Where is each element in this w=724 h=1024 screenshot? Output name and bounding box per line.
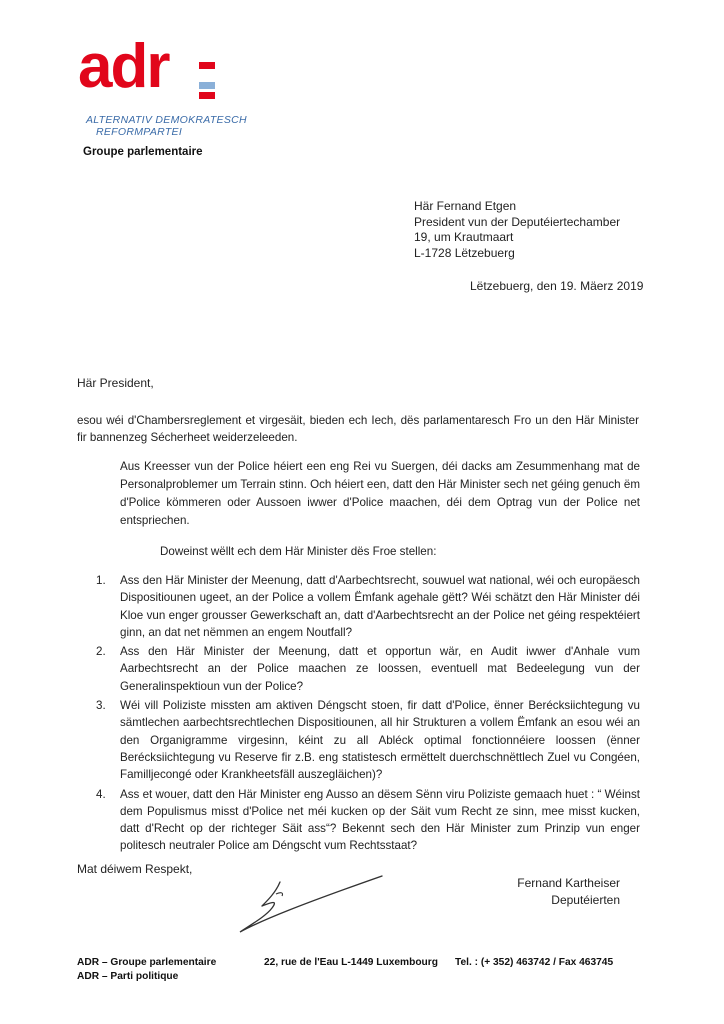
logo-wordmark: adr (78, 32, 169, 101)
signer-block (500, 875, 620, 909)
logo-dash-red (199, 62, 215, 69)
footer-org-2: ADR – Parti politique (77, 971, 179, 982)
question-text: Ass den Här Minister der Meenung, datt et opportun wär, en Audit iwwer d'Anhale vum Aarbechtsrecht an der Police maachen ze loossen, eventuell mat Bedeelegung vun der Generalinspektioun vun der Police? (120, 645, 640, 693)
question-item (96, 572, 640, 641)
salutation: Här President, (77, 376, 154, 390)
letter-date: Lëtzebuerg, den 19. Mäerz 2019 (470, 279, 644, 293)
signer-title: Deputéierten (551, 893, 620, 907)
logo-bar-blue (199, 82, 215, 89)
address-line-3: 19, um Krautmaart (414, 230, 514, 244)
question-number: 4. (96, 787, 106, 801)
handwritten-signature (232, 870, 392, 940)
question-text: Ass et wouer, datt den Här Minister eng Ausso an dësem Sënn viru Polizistе gemaach huet : “ Wéinst dem Populismus misst d'Police net méi kucken op der Säit vum Recht ze sinn, mee misst kucken, datt d'Recht op der richteger Säit ass“? Bekennt sech den Här Minister zum Prinzip vun enger politesch neutraler Police am Déngscht vum Rechtsstaat? (120, 787, 640, 853)
footer-contact: Tel. : (+ 352) 463742 / Fax 463745 (455, 957, 614, 968)
group-title: Groupe parlementaire (83, 146, 203, 158)
recipient-address (414, 199, 620, 261)
question-item (96, 697, 640, 783)
footer-org-1: ADR – Groupe parlementaire (77, 957, 217, 968)
signer-name: Fernand Kartheiser (517, 876, 620, 890)
logo-dash-red-lower (199, 92, 215, 99)
question-text: Wéi vill Polizistе missten am aktiven Déngscht stoen, fir datt d'Police, ënner Berécksiichtegung vu sämtlechen aarbechtsrechtlechen Dispositiounen, all hir Strukturen a vollem Ëmfank an esou wéi an den Organigramme virgesinn, kéint zu all Abléck optimal fonctionnéiere loossen (ënner Berécksiichtegung vu Reserve fir z.B. eng statistesch ermëttelt duerchschnëttlech Zuel vu Congéen, Familljecongé oder Krankheetsfäll auszegläichen)? (120, 699, 640, 782)
question-item (96, 786, 640, 855)
address-line-4: L-1728 Lëtzebuerg (414, 245, 515, 260)
logo-subtitle-line2: REFORMPARTEI (96, 126, 183, 138)
closing: Mat déiwem Respekt, (77, 862, 193, 876)
question-text: Ass den Här Minister der Meenung, datt d'Aarbechtsrecht, souwuel wat national, wéi och europäesch Dispositiounen ugeet, an der Police a vollem Ëmfank agehale gëtt? Wéi schätzt den Här Minister déi Kloe vun enger grousser Gewerkschaft an, datt d'Aarbechtsrecht an der Police net géing respektéiert ginn, an dat net nëmmen an engem Noutfall? (120, 574, 640, 639)
intro-paragraph: esou wéi d'Chambersreglement et virgesäit, bieden ech Iech, dës parlamentaresch Fro un den Här Minister fir bannenzeg Sécherheet weiderzeleeden. (77, 414, 639, 444)
question-number: 1. (96, 574, 106, 587)
question-number: 3. (96, 699, 106, 713)
footer-address: 22, rue de l'Eau L-1449 Luxembourg (264, 957, 438, 968)
logo-subtitle-line1: ALTERNATIV DEMOKRATESCH (86, 114, 247, 126)
adr-logo (78, 32, 169, 101)
question-lead-in: Doweinst wëllt ech dem Här Minister dës Froe stellen: (160, 545, 437, 558)
address-line-1: Här Fernand Etgen (414, 199, 517, 213)
question-number: 2. (96, 645, 106, 659)
logo-subtitle (86, 114, 247, 138)
question-list (96, 572, 640, 857)
footer-organizations (77, 956, 216, 984)
address-line-2: President vun der Deputéiertechamber (414, 214, 621, 229)
question-item (96, 643, 640, 695)
context-paragraph: Aus Kreesser vun der Police héiert een eng Rei vu Suergen, déi dacks am Zesummenhang mat de Personalproblemer um Terrain stinn. Och héiert een, datt den Här Minister sech net géing genuch ëm d'Police kömmeren oder Aussoen iwwer d'Police maachen, déi dem Optrag vun der Police net entspriechen. (120, 460, 640, 527)
